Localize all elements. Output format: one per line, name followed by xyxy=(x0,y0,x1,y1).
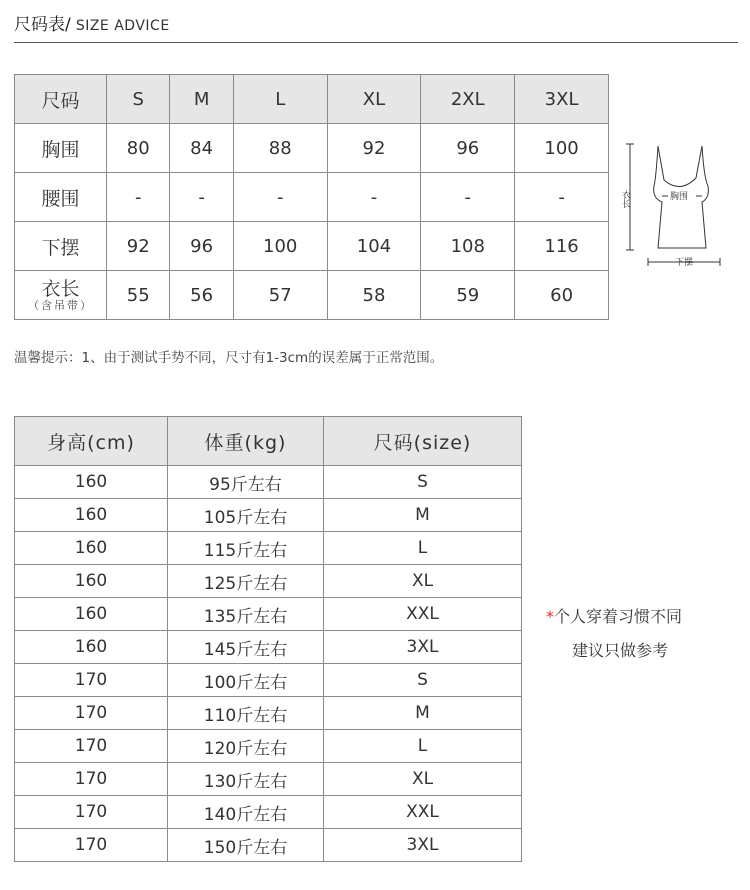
size-header-l: L xyxy=(233,75,327,124)
header-height: 身高(cm) xyxy=(15,417,168,466)
table-cell: 140斤左右 xyxy=(168,796,324,829)
size-header-3xl: 3XL xyxy=(515,75,609,124)
table-cell: 160 xyxy=(15,499,168,532)
table-cell: 160 xyxy=(15,532,168,565)
table-cell: 170 xyxy=(15,796,168,829)
header-weight: 体重(kg) xyxy=(168,417,324,466)
header-title-en: SIZE ADVICE xyxy=(75,18,170,34)
table-cell: 95斤左右 xyxy=(168,466,324,499)
table-cell: 100斤左右 xyxy=(168,664,324,697)
body-table-rows xyxy=(15,466,522,862)
body-table-header-row xyxy=(15,417,522,466)
row-label-main: 衣长 xyxy=(41,278,80,300)
cell: - xyxy=(107,173,170,222)
table-row xyxy=(15,499,522,532)
table-cell: M xyxy=(324,697,522,730)
side-note-line-1 xyxy=(546,600,746,634)
row-label: 胸围 xyxy=(15,124,107,173)
table-row xyxy=(15,466,522,499)
table-row xyxy=(15,829,522,862)
cell: 96 xyxy=(421,124,515,173)
table-cell: XL xyxy=(324,565,522,598)
table-cell: 170 xyxy=(15,730,168,763)
table-cell: 170 xyxy=(15,664,168,697)
cell: 60 xyxy=(515,271,609,320)
page-header xyxy=(14,10,738,43)
cell: - xyxy=(421,173,515,222)
garment-label-chest: 胸围 xyxy=(670,192,689,202)
cell: - xyxy=(515,173,609,222)
table-cell: 160 xyxy=(15,565,168,598)
table-row xyxy=(15,730,522,763)
cell: 57 xyxy=(233,271,327,320)
size-table-header-row xyxy=(15,75,609,124)
table-cell: XXL xyxy=(324,598,522,631)
row-label-sub: （含吊带） xyxy=(28,299,93,312)
body-size-table xyxy=(14,416,522,862)
table-cell: 145斤左右 xyxy=(168,631,324,664)
table-row xyxy=(15,796,522,829)
table-row xyxy=(15,697,522,730)
table-cell: 120斤左右 xyxy=(168,730,324,763)
table-row xyxy=(15,664,522,697)
table-cell: XL xyxy=(324,763,522,796)
table-cell: M xyxy=(324,499,522,532)
size-header-s: S xyxy=(107,75,170,124)
table-cell: L xyxy=(324,730,522,763)
cell: 59 xyxy=(421,271,515,320)
cell: - xyxy=(233,173,327,222)
cell: 100 xyxy=(515,124,609,173)
row-label: 腰围 xyxy=(15,173,107,222)
size-row-waist xyxy=(15,173,609,222)
cell: - xyxy=(170,173,233,222)
table-cell: 170 xyxy=(15,763,168,796)
cell: 104 xyxy=(327,222,421,271)
table-cell: 160 xyxy=(15,598,168,631)
table-row xyxy=(15,565,522,598)
cell: 80 xyxy=(107,124,170,173)
tip-note: 温馨提示：1、由于测试手势不同，尺寸有1-3cm的误差属于正常范围。 xyxy=(14,350,444,366)
table-cell: 115斤左右 xyxy=(168,532,324,565)
side-note-line-2: 建议只做参考 xyxy=(572,641,669,660)
cell: 84 xyxy=(170,124,233,173)
table-cell: 3XL xyxy=(324,631,522,664)
table-cell: S xyxy=(324,466,522,499)
camisole-diagram xyxy=(620,138,730,270)
table-cell: 170 xyxy=(15,697,168,730)
table-cell: XXL xyxy=(324,796,522,829)
table-cell: 110斤左右 xyxy=(168,697,324,730)
size-row-hem xyxy=(15,222,609,271)
row-label: 下摆 xyxy=(15,222,107,271)
size-header-xl: XL xyxy=(327,75,421,124)
cell: 92 xyxy=(107,222,170,271)
size-row-chest xyxy=(15,124,609,173)
size-header-m: M xyxy=(170,75,233,124)
table-cell: 170 xyxy=(15,829,168,862)
cell: - xyxy=(327,173,421,222)
cell: 108 xyxy=(421,222,515,271)
size-table xyxy=(14,74,609,320)
cell: 96 xyxy=(170,222,233,271)
table-cell: L xyxy=(324,532,522,565)
size-row-length xyxy=(15,271,609,320)
row-label xyxy=(15,271,107,320)
size-table-corner: 尺码 xyxy=(15,75,107,124)
asterisk: * xyxy=(546,607,554,626)
cell: 116 xyxy=(515,222,609,271)
cell: 92 xyxy=(327,124,421,173)
cell: 88 xyxy=(233,124,327,173)
cell: 55 xyxy=(107,271,170,320)
table-row xyxy=(15,631,522,664)
size-header-2xl: 2XL xyxy=(421,75,515,124)
table-cell: 130斤左右 xyxy=(168,763,324,796)
cell: 56 xyxy=(170,271,233,320)
table-cell: 135斤左右 xyxy=(168,598,324,631)
table-cell: 125斤左右 xyxy=(168,565,324,598)
side-note xyxy=(546,600,746,668)
table-row xyxy=(15,763,522,796)
side-note-text-1: 个人穿着习惯不同 xyxy=(554,607,683,626)
table-cell: S xyxy=(324,664,522,697)
table-row xyxy=(15,598,522,631)
table-cell: 105斤左右 xyxy=(168,499,324,532)
table-cell: 3XL xyxy=(324,829,522,862)
table-row xyxy=(15,532,522,565)
table-cell: 150斤左右 xyxy=(168,829,324,862)
table-cell: 160 xyxy=(15,466,168,499)
garment-label-hem: 下摆 xyxy=(675,258,694,268)
table-cell: 160 xyxy=(15,631,168,664)
cell: 58 xyxy=(327,271,421,320)
garment-label-length: 衣长 xyxy=(620,190,630,208)
header-size: 尺码(size) xyxy=(324,417,522,466)
cell: 100 xyxy=(233,222,327,271)
header-title-cn: 尺码表/ xyxy=(14,15,71,35)
